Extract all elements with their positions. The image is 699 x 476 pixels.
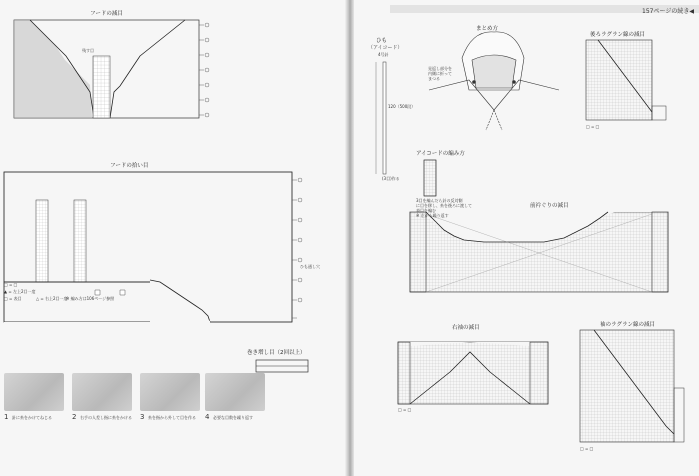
- hood-pickup-chart: [4, 172, 302, 325]
- back-raglan-legend: □ = □: [586, 124, 600, 129]
- legend-item-3: □ = 表目: [4, 296, 22, 301]
- right-page: [354, 0, 699, 476]
- back-raglan-title: 後ろラグラン線の減目: [590, 32, 646, 38]
- assembly-title: まとめ方: [476, 26, 499, 32]
- icord-note-4: ※ 左から繰り返す: [416, 213, 449, 218]
- icord-note-2: に目を移し、糸を後ろに渡して: [416, 203, 472, 208]
- icord-title: アイコードの編み方: [416, 151, 465, 157]
- right-page-charts: [354, 0, 699, 476]
- step-3-text: 糸を指から外して目を作る: [148, 415, 196, 420]
- hood-attach-note-3: まつる: [428, 76, 440, 81]
- continued-from-text: 157ページの続き◀: [642, 8, 694, 15]
- hood-decrease-title: フードの減目: [90, 11, 123, 17]
- right-sleeve-legend: □ = □: [398, 407, 412, 412]
- step-4-number: 4: [205, 413, 210, 421]
- step-1-text: 針に糸をかけてねじる: [12, 415, 52, 420]
- cord-subtitle: （アイコード）: [368, 45, 403, 51]
- right-sleeve-title: 右袖の減目: [452, 325, 480, 331]
- icord-note-1: 3目を編んだら針の反対側: [416, 198, 463, 203]
- legend-item-1: □ = □: [4, 282, 18, 287]
- continued-banner: [390, 5, 699, 13]
- front-neck-title: 前衿ぐりの減目: [530, 203, 569, 209]
- hood-attach-note-2: 内側に折って: [428, 71, 452, 76]
- step-3-number: 3: [140, 413, 145, 421]
- hood-pickup-note: ひも通し穴: [300, 264, 320, 269]
- icord-chart: [424, 160, 436, 196]
- hood-center-note: 残す目: [82, 48, 94, 53]
- legend-item-4: △ = 右上2目一度: [36, 296, 68, 301]
- icord-note-3: 表目を編む: [416, 208, 436, 213]
- cast-on-title: 巻き増し目（2回以上）: [247, 350, 306, 356]
- cast-on-chart: [256, 360, 308, 372]
- legend-item-2: ▲ = 左上2目一度: [4, 289, 36, 294]
- step-photo-3: [140, 373, 200, 411]
- right-sleeve-chart: [398, 342, 548, 404]
- hood-pickup-title: フードの拾い目: [110, 163, 149, 169]
- cord-stitch-label: (3目)作る: [382, 176, 400, 181]
- legend-note: ※ 編み方は106ページ参照: [66, 296, 115, 301]
- sleeve-raglan-chart: [580, 330, 684, 442]
- step-photo-4: [205, 373, 265, 411]
- hood-attach-note-1: 見返し部分を: [428, 66, 452, 71]
- left-page: [0, 0, 345, 476]
- step-4-text: 必要な目数を繰り返す: [213, 415, 253, 420]
- cord-needle-label: 4号針: [378, 52, 389, 57]
- book-gutter: [345, 0, 354, 476]
- step-2-number: 2: [72, 413, 77, 421]
- hood-assembly-illustration: [429, 32, 559, 130]
- hood-decrease-chart: [14, 20, 209, 118]
- back-raglan-chart: [586, 40, 666, 120]
- sleeve-raglan-title: 袖のラグラン線の減目: [600, 322, 656, 328]
- step-1-number: 1: [4, 413, 9, 421]
- cord-diagram: [376, 62, 386, 174]
- step-photo-2: [72, 373, 132, 411]
- cord-title: ひも: [376, 38, 388, 44]
- sleeve-raglan-legend: □ = □: [580, 446, 594, 451]
- step-2-text: 右手の人差し指に糸をかける: [80, 415, 132, 420]
- cord-length-label: 120（500段）: [388, 104, 416, 109]
- step-photo-1: [4, 373, 64, 411]
